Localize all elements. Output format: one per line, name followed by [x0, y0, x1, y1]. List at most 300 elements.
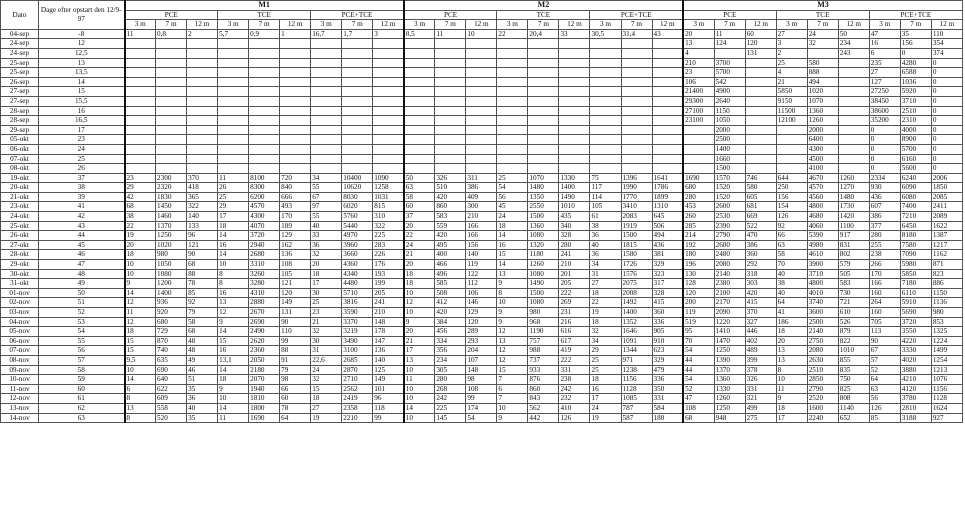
value-cell: 2180 [249, 365, 280, 375]
value-cell [218, 77, 249, 87]
days-cell: 15,5 [39, 96, 125, 106]
value-cell: 275 [745, 413, 776, 423]
days-cell: 53 [39, 317, 125, 327]
table-row [1, 96, 963, 106]
value-cell: 526 [838, 317, 869, 327]
value-cell: 442 [528, 413, 559, 423]
value-cell: 38 [125, 212, 156, 222]
days-cell: 52 [39, 308, 125, 318]
table-row [1, 288, 963, 298]
value-cell: 705 [869, 317, 900, 327]
value-cell: 1360 [807, 106, 838, 116]
value-cell: 17 [590, 394, 621, 404]
table-row [1, 135, 963, 145]
value-cell: 496 [435, 269, 466, 279]
value-cell: 4020 [900, 355, 931, 365]
value-cell: 2520 [807, 394, 838, 404]
value-cell: 6 [869, 48, 900, 58]
table-row [1, 365, 963, 375]
value-cell: 12100 [776, 116, 807, 126]
value-cell: 6110 [900, 288, 931, 298]
value-cell: 1076 [931, 375, 962, 385]
value-cell: 729 [156, 327, 187, 337]
value-cell: 63 [404, 183, 435, 193]
value-cell [342, 164, 373, 174]
value-cell: 318 [745, 269, 776, 279]
value-cell: 63 [869, 384, 900, 394]
value-cell: 3219 [342, 327, 373, 337]
value-cell: 2390 [714, 221, 745, 231]
value-cell: 189 [280, 221, 311, 231]
value-cell: 5600 [900, 164, 931, 174]
value-cell: 113 [869, 327, 900, 337]
value-cell: 610 [838, 308, 869, 318]
value-cell: 10 [404, 365, 435, 375]
value-cell: 98 [466, 375, 497, 385]
table-row [1, 173, 963, 183]
value-cell: 1080 [528, 231, 559, 241]
value-cell [497, 58, 528, 68]
value-cell [435, 48, 466, 58]
value-cell: 9 [218, 317, 249, 327]
value-cell: 12 [497, 327, 528, 337]
value-cell: 64 [776, 298, 807, 308]
value-cell: 117 [590, 183, 621, 193]
value-cell [621, 77, 652, 87]
value-cell: 235 [869, 58, 900, 68]
period-header: 7 m [156, 20, 187, 30]
value-cell [683, 164, 714, 174]
value-cell: 19 [125, 231, 156, 241]
value-cell: 225 [373, 231, 404, 241]
days-cell: 26 [39, 164, 125, 174]
value-cell: 730 [838, 288, 869, 298]
value-cell [435, 135, 466, 145]
value-cell: 79 [187, 308, 218, 318]
value-cell [125, 116, 156, 126]
value-cell [652, 154, 683, 164]
value-cell: 92 [776, 221, 807, 231]
value-cell [466, 164, 497, 174]
value-cell: 420 [435, 308, 466, 318]
value-cell: 3600 [807, 308, 838, 318]
value-cell: 835 [838, 365, 869, 375]
value-cell: 322 [187, 202, 218, 212]
value-cell [559, 135, 590, 145]
value-cell: 127 [869, 77, 900, 87]
value-cell [497, 39, 528, 49]
value-cell: 52 [869, 365, 900, 375]
value-cell: 280 [435, 375, 466, 385]
value-cell [745, 116, 776, 126]
value-cell: 8030 [342, 192, 373, 202]
value-cell: 3310 [249, 260, 280, 270]
value-cell: 41 [776, 308, 807, 318]
value-cell: 68 [125, 202, 156, 212]
value-cell [528, 96, 559, 106]
value-cell: 136 [373, 346, 404, 356]
value-cell [714, 48, 745, 58]
value-cell: 32 [311, 327, 342, 337]
value-cell: 1128 [621, 384, 652, 394]
value-cell: 7210 [900, 212, 931, 222]
value-cell: 2480 [714, 250, 745, 260]
value-cell [311, 77, 342, 87]
value-cell [404, 48, 435, 58]
value-cell: 305 [435, 365, 466, 375]
value-cell: 156 [900, 39, 931, 49]
value-cell [156, 144, 187, 154]
value-cell: 787 [621, 403, 652, 413]
days-cell: 37 [39, 173, 125, 183]
value-cell [559, 164, 590, 174]
days-cell: 16,5 [39, 116, 125, 126]
value-cell [621, 87, 652, 97]
value-cell [621, 68, 652, 78]
value-cell: 170 [869, 269, 900, 279]
date-cell: 25-okt [1, 221, 39, 231]
value-cell [156, 48, 187, 58]
value-cell [342, 106, 373, 116]
value-cell: 635 [156, 355, 187, 365]
value-cell [683, 135, 714, 145]
value-cell: 386 [466, 183, 497, 193]
value-cell: 17 [776, 413, 807, 423]
value-cell: 33 [311, 231, 342, 241]
value-cell [280, 116, 311, 126]
value-cell: 110 [280, 327, 311, 337]
value-cell: 25 [590, 365, 621, 375]
value-cell [590, 135, 621, 145]
value-cell: 64 [869, 375, 900, 385]
value-cell: 30 [311, 336, 342, 346]
value-cell: 40 [311, 221, 342, 231]
value-cell: 1180 [528, 250, 559, 260]
value-cell: 420 [745, 288, 776, 298]
value-cell [590, 58, 621, 68]
value-cell: 38 [776, 279, 807, 289]
value-cell: 5700 [900, 144, 931, 154]
table-row [1, 202, 963, 212]
value-cell: 8,5 [404, 29, 435, 39]
value-cell: 120 [745, 39, 776, 49]
value-cell: 1050 [156, 260, 187, 270]
value-cell: 106 [466, 288, 497, 298]
value-cell: 453 [683, 202, 714, 212]
value-cell: 55 [311, 183, 342, 193]
value-cell: 1250 [714, 346, 745, 356]
value-cell [590, 106, 621, 116]
value-cell [745, 106, 776, 116]
value-cell: 2090 [714, 308, 745, 318]
value-cell: 1850 [931, 183, 962, 193]
value-cell: 2630 [807, 355, 838, 365]
value-cell: 815 [373, 202, 404, 212]
value-cell: 740 [156, 346, 187, 356]
value-cell [466, 77, 497, 87]
value-cell: 174 [466, 403, 497, 413]
value-cell [156, 135, 187, 145]
value-cell [621, 125, 652, 135]
value-cell: 1420 [838, 212, 869, 222]
value-cell: 1387 [931, 231, 962, 241]
value-cell: 10 [218, 260, 249, 270]
value-cell [528, 135, 559, 145]
value-cell [745, 87, 776, 97]
value-cell: 13 [683, 39, 714, 49]
value-cell: 4010 [807, 288, 838, 298]
value-cell: 54 [683, 375, 714, 385]
value-cell: 494 [652, 231, 683, 241]
value-cell: 20 [776, 336, 807, 346]
value-cell: 58 [187, 317, 218, 327]
value-cell: 19 [590, 413, 621, 423]
subgroup-header: PCE [125, 10, 218, 20]
value-cell [559, 144, 590, 154]
value-cell: 823 [931, 269, 962, 279]
value-cell: 980 [931, 308, 962, 318]
value-cell [156, 154, 187, 164]
value-cell: 90 [280, 317, 311, 327]
value-cell [528, 106, 559, 116]
value-cell: 18 [776, 403, 807, 413]
value-cell: 91 [280, 355, 311, 365]
value-cell [652, 116, 683, 126]
days-cell: 51 [39, 298, 125, 308]
value-cell [280, 96, 311, 106]
value-cell: 331 [559, 365, 590, 375]
value-cell: 24 [590, 403, 621, 413]
value-cell: 58 [776, 250, 807, 260]
value-cell: 20 [404, 327, 435, 337]
value-cell: 1220 [714, 317, 745, 327]
value-cell: 51 [187, 375, 218, 385]
value-cell: 1770 [621, 192, 652, 202]
value-cell: 2790 [807, 384, 838, 394]
value-cell: 27 [869, 68, 900, 78]
table-row [1, 29, 963, 39]
value-cell: 10 [125, 365, 156, 375]
value-cell: 225 [435, 403, 466, 413]
value-cell: 328 [652, 288, 683, 298]
value-cell: 193 [373, 269, 404, 279]
value-cell: 4800 [807, 279, 838, 289]
value-cell: 1400 [156, 288, 187, 298]
value-cell [497, 116, 528, 126]
value-cell: 2500 [807, 317, 838, 327]
value-cell: 2358 [342, 403, 373, 413]
value-cell: 140 [187, 212, 218, 222]
value-cell: 3780 [900, 394, 931, 404]
value-cell [218, 58, 249, 68]
value-cell: 328 [559, 231, 590, 241]
value-cell [776, 154, 807, 164]
value-cell [404, 77, 435, 87]
value-cell: 4800 [807, 202, 838, 212]
value-cell: 2140 [807, 327, 838, 337]
value-cell: 2510 [900, 106, 931, 116]
value-cell [218, 106, 249, 116]
days-cell: 46 [39, 250, 125, 260]
value-cell: 204 [466, 346, 497, 356]
value-cell: 3720 [249, 231, 280, 241]
value-cell: 10 [404, 394, 435, 404]
value-cell: 2850 [807, 375, 838, 385]
value-cell: 67 [869, 346, 900, 356]
value-cell: 409 [466, 192, 497, 202]
value-cell: 66 [280, 384, 311, 394]
value-cell: 10 [404, 413, 435, 423]
value-cell: 36 [311, 240, 342, 250]
value-cell: 14 [125, 375, 156, 385]
value-cell: 3 [776, 39, 807, 49]
value-cell: 4610 [807, 250, 838, 260]
value-cell [342, 39, 373, 49]
value-cell [404, 58, 435, 68]
value-cell [466, 135, 497, 145]
value-cell: 1070 [528, 173, 559, 183]
value-cell: 108 [466, 384, 497, 394]
value-cell: 1815 [621, 240, 652, 250]
value-cell [125, 48, 156, 58]
table-row [1, 413, 963, 423]
date-cell: 28-sep [1, 106, 39, 116]
value-cell: 0,9 [249, 29, 280, 39]
value-cell: 180 [683, 250, 714, 260]
period-header: 7 m [714, 20, 745, 30]
value-cell: 378 [745, 365, 776, 375]
value-cell: 879 [838, 327, 869, 337]
value-cell: 25 [590, 355, 621, 365]
date-cell: 09-nov [1, 365, 39, 375]
period-header: 12 m [559, 20, 590, 30]
value-cell [249, 164, 280, 174]
value-cell: 125 [373, 365, 404, 375]
table-body [1, 29, 963, 422]
value-cell: 49 [187, 355, 218, 365]
value-cell: 29 [590, 346, 621, 356]
value-cell [311, 48, 342, 58]
value-cell: 1190 [528, 327, 559, 337]
value-cell: 1217 [931, 240, 962, 250]
value-cell: 2550 [528, 202, 559, 212]
value-cell: 29 [125, 183, 156, 193]
value-cell: 29 [218, 202, 249, 212]
value-cell [187, 154, 218, 164]
value-cell: 5690 [900, 308, 931, 318]
value-cell: 280 [683, 192, 714, 202]
value-cell [218, 144, 249, 154]
value-cell: 1624 [931, 403, 962, 413]
value-cell: 9 [218, 384, 249, 394]
value-cell: 8 [218, 279, 249, 289]
value-cell: 420 [435, 192, 466, 202]
value-cell: 1370 [714, 365, 745, 375]
value-cell: 19 [590, 308, 621, 318]
value-cell: 16 [218, 346, 249, 356]
value-cell: 0 [869, 144, 900, 154]
value-cell: 4360 [342, 260, 373, 270]
value-cell: 38 [590, 221, 621, 231]
date-cell: 05-nov [1, 327, 39, 337]
value-cell: 419 [559, 346, 590, 356]
value-cell [621, 164, 652, 174]
value-cell: 1020 [807, 87, 838, 97]
value-cell: 9 [497, 317, 528, 327]
value-cell: 266 [869, 260, 900, 270]
value-cell [125, 58, 156, 68]
value-cell: 1360 [528, 221, 559, 231]
value-cell: 126 [869, 403, 900, 413]
value-cell: 149 [373, 375, 404, 385]
value-cell [435, 116, 466, 126]
table-row [1, 183, 963, 193]
value-cell [156, 106, 187, 116]
value-cell: 1410 [714, 327, 745, 337]
table-row [1, 394, 963, 404]
value-cell [218, 68, 249, 78]
value-cell [590, 144, 621, 154]
period-header: 3 m [218, 20, 249, 30]
value-cell [218, 39, 249, 49]
value-cell: 8 [497, 288, 528, 298]
value-cell: 3700 [714, 58, 745, 68]
dato-header: Dato [1, 1, 39, 30]
value-cell: 8 [776, 365, 807, 375]
value-cell: 336 [652, 317, 683, 327]
value-cell: 29300 [683, 96, 714, 106]
days-cell: -8 [39, 29, 125, 39]
table-row [1, 212, 963, 222]
value-cell: 6 [497, 384, 528, 394]
value-cell: 1090 [373, 173, 404, 183]
value-cell: 680 [156, 317, 187, 327]
value-cell: 12 [404, 298, 435, 308]
value-cell [466, 144, 497, 154]
value-cell: 1520 [714, 192, 745, 202]
days-cell: 24 [39, 144, 125, 154]
value-cell: 386 [869, 212, 900, 222]
value-cell: 750 [838, 375, 869, 385]
value-cell: 15 [311, 384, 342, 394]
value-cell: 4000 [900, 125, 931, 135]
value-cell [745, 77, 776, 87]
value-cell [187, 68, 218, 78]
value-cell: 129 [466, 308, 497, 318]
value-cell [218, 135, 249, 145]
value-cell: 108 [683, 403, 714, 413]
value-cell: 14 [497, 260, 528, 270]
value-cell: 1010 [838, 346, 869, 356]
value-cell: 12 [497, 355, 528, 365]
value-cell: 30 [311, 288, 342, 298]
value-cell: 871 [931, 260, 962, 270]
value-cell [156, 125, 187, 135]
value-cell: 145 [435, 413, 466, 423]
value-cell: 214 [683, 231, 714, 241]
value-cell: 920 [156, 308, 187, 318]
value-cell [249, 125, 280, 135]
value-cell [838, 164, 869, 174]
days-cell: 12 [39, 39, 125, 49]
value-cell: 622 [156, 384, 187, 394]
period-header: 3 m [590, 20, 621, 30]
value-cell [342, 135, 373, 145]
table-row [1, 125, 963, 135]
table-row [1, 240, 963, 250]
value-cell: 1800 [249, 403, 280, 413]
value-cell [590, 77, 621, 87]
